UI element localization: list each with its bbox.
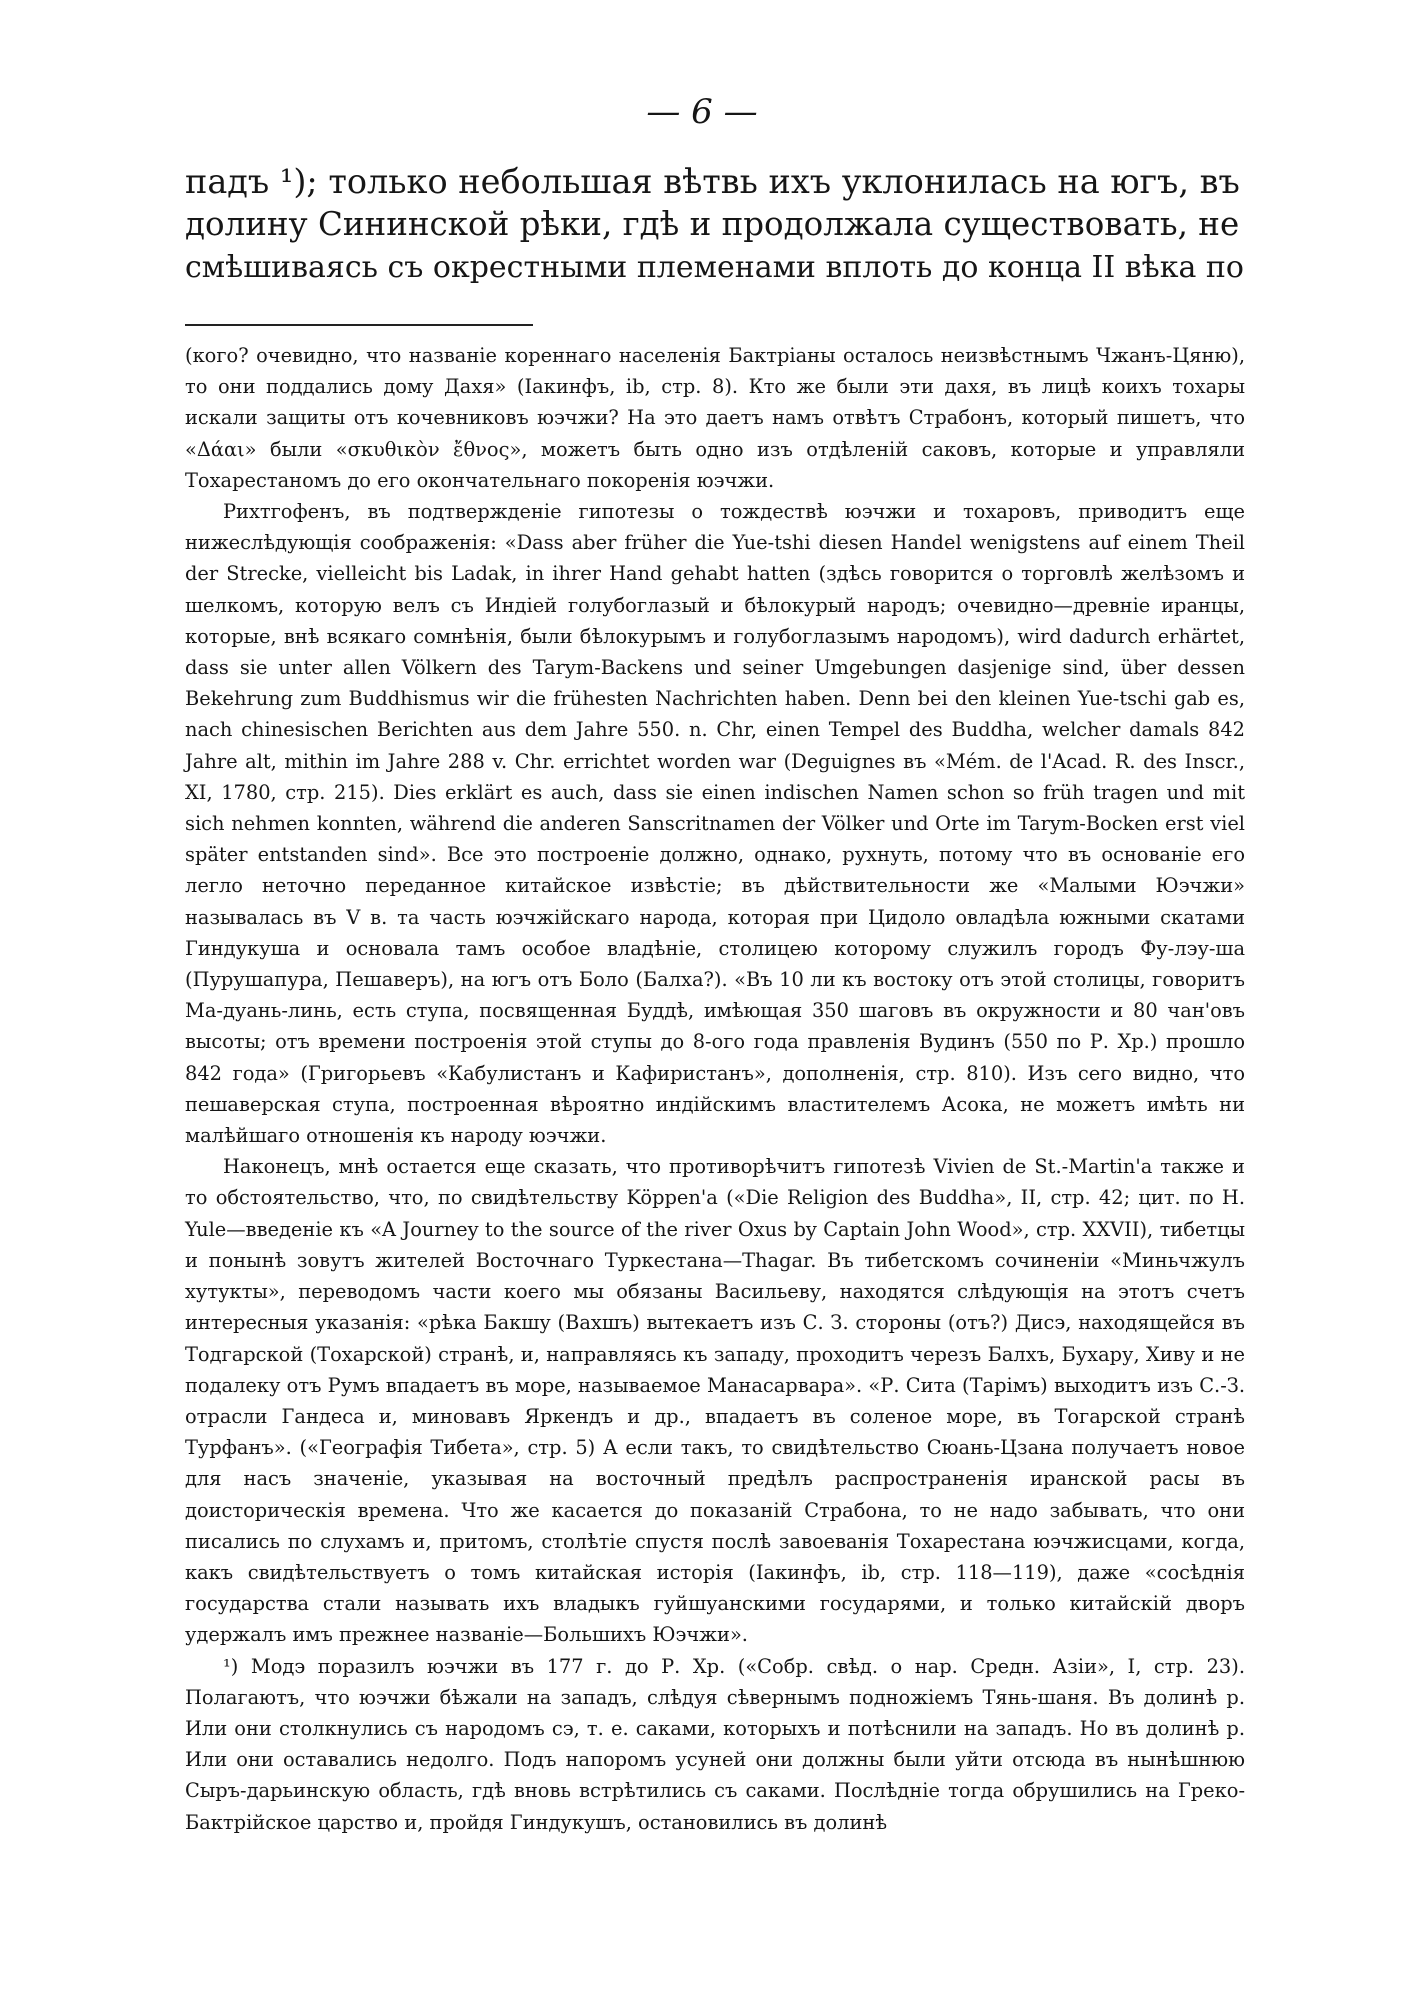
notes-continuation-paragraph: (кого? очевидно, что названіе кореннаго населенія Бактріаны осталось неизвѣстнымъ Чжанъ-Цяню), то они поддались дому Дахя» (Іакинфъ, ib, стр. 8). Кто же были эти дахя, въ лицѣ коихъ тохары искали защиты отъ кочевниковъ юэчжи? На это даетъ намъ отвѣтъ Страбонъ, который пишетъ, что «Δάαι» были «σκυθικὸν ἔθνος», можетъ быть одно изъ отдѣленій саковъ, которые и управляли Тохарестаномъ до его окончательнаго покоренія юэчжи. [185,344,1245,492]
page-number: — 6 — [646,92,758,132]
footnote-paragraph [185,1651,1245,1838]
main-text-line: смѣшиваясь съ окрестными племенами вплоть до конца II вѣка по [185,250,1244,285]
main-text-line: долину Сининской рѣки, гдѣ и продолжала существовать, не [185,205,1240,243]
notes-block [185,340,1245,1838]
main-text [185,160,1245,289]
footnote-text: Модэ поразилъ юэчжи въ 177 г. до Р. Хр. («Собр. свѣд. о нар. Средн. Азіи», I, стр. 23). Полагаютъ, что юэчжи бѣжали на западъ, слѣдуя сѣвернымъ подножіемъ Тянь-шаня. Въ долинѣ р. Или они столкнулись съ народомъ сэ, т. е. саками, которыхъ и потѣснили на западъ. Но въ долинѣ р. Или они оставались недолго. Подъ напоромъ усуней они должны были уйти отсюда въ нынѣшнюю Сыръ-дарьинскую область, гдѣ вновь встрѣтились съ саками. Послѣдніе тогда обрушились на Греко-Бактрійское царство и, пройдя Гиндукушъ, остановились въ долинѣ [185,1654,1245,1834]
main-text-line: падъ ¹); только небольшая вѣтвь ихъ уклонилась на югъ, въ [185,162,1240,201]
notes-finally-paragraph: Наконецъ, мнѣ остается еще сказать, что противорѣчитъ гипотезѣ Vivien de St.-Martin'a также и то обстоятельство, что, по свидѣтельству Köppen'a («Die Religion des Buddha», II, стр. 42; цит. по H. Yule—введеніе къ «A Journey to the source of the river Oxus by Captain John Wood», стр. XXVII), тибетцы и понынѣ зовутъ жителей Восточнаго Туркестана—Thagar. Въ тибетскомъ сочиненіи «Миньчжулъ хутукты», переводомъ части коего мы обязаны Васильеву, находятся слѣдующія на этотъ счетъ интересныя указанія: «рѣка Бакшу (Вахшъ) вытекаетъ изъ С. З. стороны (отъ?) Дисэ, находящейся въ Тодгарской (Тохарской) странѣ, и, направляясь къ западу, проходитъ черезъ Балхъ, Бухару, Хиву и не подалеку отъ Румъ впадаетъ въ море, называемое Манасарвара». «Р. Сита (Тарімъ) выходитъ изъ С.-З. отрасли Гандеса и, миновавъ Яркендъ и др., впадаетъ въ соленое море, въ Тогарской странѣ Турфанъ». («Географія Тибета», стр. 5) А если такъ, то свидѣтельство Сюань-Цзана получаетъ новое для насъ значеніе, указывая на восточный предѣлъ распространенія иранской расы въ доисторическія времена. Что же касается до показаній Страбона, то не надо забывать, что они писались по слухамъ и, притомъ, столѣтіе спустя послѣ завоеванія Тохарестана юэчжисцами, когда, какъ свидѣтельствуетъ о томъ китайская исторія (Іакинфъ, ib, стр. 118—119), даже «сосѣднія государства стали называть ихъ владыкъ гуйшуанскими государями, и только китайскій дворъ удержалъ имъ прежнее названіе—Большихъ Юэчжи». [185,1155,1245,1647]
footnote-divider [185,324,533,326]
notes-richthofen-paragraph: Рихтгофенъ, въ подтвержденіе гипотезы о тождествѣ юэчжи и тохаровъ, приводитъ еще нижеслѣдующія соображенія: «Dass aber früher die Yue-tshi diesen Handel wenigstens auf einem Theil der Strecke, vielleicht bis Ladak, in ihrer Hand gehabt hatten (здѣсь говорится о торговлѣ желѣзомъ и шелкомъ, которую велъ съ Индіей голубоглазый и бѣлокурый народъ; очевидно—древніе иранцы, которые, внѣ всякаго сомнѣнія, были бѣлокурымъ и голубоглазымъ народомъ), wird dadurch erhärtet, dass sie unter allen Völkern des Tarym-Backens und seiner Umgebungen dasjenige sind, über dessen Bekehrung zum Buddhismus wir die frühesten Nachrichten haben. Denn bei den kleinen Yue-tschi gab es, nach chinesischen Berichten aus dem Jahre 550. n. Chr, einen Tempel des Buddha, welcher damals 842 Jahre alt, mithin im Jahre 288 v. Chr. errichtet worden war (Deguignes въ «Mém. de l'Acad. R. des Inscr., XI, 1780, стр. 215). Dies erklärt es auch, dass sie einen indischen Namen schon so früh tragen und mit sich nehmen konnten, während die anderen Sanscritnamen der Völker und Orte im Tarym-Bocken erst viel später entstanden sind». Все это построеніе должно, однако, рухнуть, потому что въ основаніе его легло неточно переданное китайское извѣстіе; въ дѣйствительности же «Малыми Юэчжи» называлась въ V в. та часть юэчжійскаго народа, которая при Цидоло овладѣла южными скатами Гиндукуша и основала тамъ особое владѣніе, столицею которому служилъ городъ Фу-лэу-ша (Пурушапура, Пешаверъ), на югъ отъ Боло (Балха?). «Въ 10 ли къ востоку отъ этой столицы, говоритъ Ма-дуань-линь, есть ступа, посвященная Буддѣ, имѣющая 350 шаговъ въ окружности и 80 чан'овъ высоты; отъ времени построенія этой ступы до 8-ого года правленія Вудинъ (550 по Р. Хр.) прошло 842 года» (Григорьевъ «Кабулистанъ и Кафиристанъ», дополненія, стр. 810). Изъ сего видно, что пешаверская ступа, построенная вѣроятно индійскимъ властителемъ Асока, не можетъ имѣть ни малѣйшаго отношенія къ народу юэчжи. [185,500,1245,1148]
footnote-marker: ¹) [223,1654,239,1678]
